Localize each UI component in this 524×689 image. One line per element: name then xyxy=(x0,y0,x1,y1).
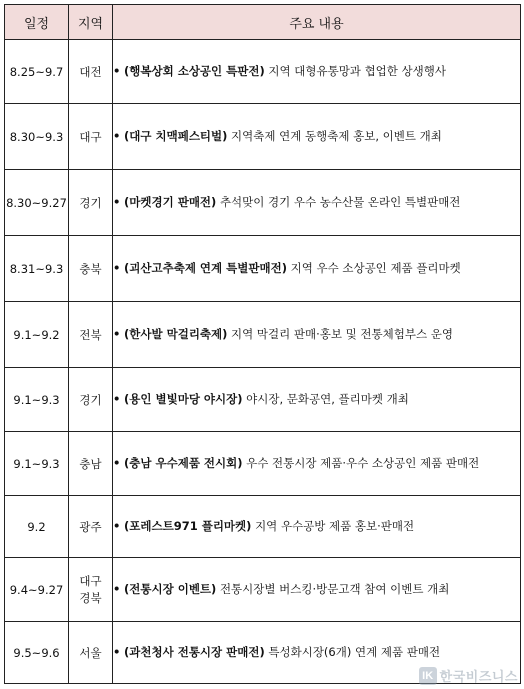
table-row xyxy=(5,170,521,236)
header-content: 주요 내용 xyxy=(113,5,521,40)
date-cell: 9.5~9.6 xyxy=(5,622,69,684)
table-row xyxy=(5,558,521,622)
bullet: • xyxy=(113,645,121,659)
event-description: 지역 우수 소상공인 제품 플리마켓 xyxy=(286,261,461,275)
bullet: • xyxy=(113,64,121,78)
region-cell: 전북 xyxy=(69,302,113,368)
event-schedule-table xyxy=(4,4,521,684)
bullet: • xyxy=(113,195,121,209)
content-cell xyxy=(113,40,521,104)
event-title: (포레스트971 플리마켓) xyxy=(124,519,252,533)
content-cell xyxy=(113,104,521,170)
event-description: 추석맞이 경기 우수 농수산물 온라인 특별판매전 xyxy=(216,195,461,209)
content-cell xyxy=(113,558,521,622)
content-cell xyxy=(113,496,521,558)
table-row xyxy=(5,368,521,432)
event-title: (대구 치맥페스티벌) xyxy=(124,129,228,143)
region-cell: 경기 xyxy=(69,170,113,236)
event-description: 특성화시장(6개) 연계 제품 판매전 xyxy=(264,645,441,659)
event-description: 우수 전통시장 제품·우수 소상공인 제품 판매전 xyxy=(242,456,480,470)
region-cell: 대구 경북 xyxy=(69,558,113,622)
content-cell xyxy=(113,432,521,496)
date-cell: 8.30~9.27 xyxy=(5,170,69,236)
bullet: • xyxy=(113,261,121,275)
date-cell: 9.1~9.3 xyxy=(5,368,69,432)
header-region: 지역 xyxy=(69,5,113,40)
content-cell xyxy=(113,236,521,302)
date-cell: 9.1~9.2 xyxy=(5,302,69,368)
bullet: • xyxy=(113,519,121,533)
event-description: 지역 막걸리 판매·홍보 및 전통체험부스 운영 xyxy=(227,327,453,341)
region-cell: 충남 xyxy=(69,432,113,496)
bullet: • xyxy=(113,327,121,341)
event-title: (괴산고추축제 연계 특별판매전) xyxy=(124,261,287,275)
watermark-logo-icon: IK xyxy=(419,667,437,685)
table-row xyxy=(5,432,521,496)
watermark-text: 한국비즈니스 xyxy=(439,670,518,685)
date-cell: 8.25~9.7 xyxy=(5,40,69,104)
region-cell: 대구 xyxy=(69,104,113,170)
date-cell: 9.2 xyxy=(5,496,69,558)
region-cell: 광주 xyxy=(69,496,113,558)
content-cell xyxy=(113,170,521,236)
region-cell: 대전 xyxy=(69,40,113,104)
table-row xyxy=(5,236,521,302)
event-description: 지역축제 연계 동행축제 홍보, 이벤트 개최 xyxy=(227,129,442,143)
event-title: (과천청사 전통시장 판매전) xyxy=(124,645,265,659)
bullet: • xyxy=(113,392,121,406)
watermark xyxy=(419,666,518,685)
date-cell: 8.31~9.3 xyxy=(5,236,69,302)
table-header-row xyxy=(5,5,521,40)
event-description: 지역 우수공방 제품 홍보·판매전 xyxy=(251,519,415,533)
table-row xyxy=(5,104,521,170)
region-cell: 충북 xyxy=(69,236,113,302)
header-date: 일정 xyxy=(5,5,69,40)
event-description: 전통시장별 버스킹·방문고객 참여 이벤트 개최 xyxy=(216,582,450,596)
event-description: 지역 대형유통망과 협업한 상생행사 xyxy=(264,64,446,78)
table-row xyxy=(5,496,521,558)
date-cell: 9.1~9.3 xyxy=(5,432,69,496)
event-title: (충남 우수제품 전시회) xyxy=(124,456,243,470)
event-title: (마켓경기 판매전) xyxy=(124,195,217,209)
region-cell: 서울 xyxy=(69,622,113,684)
event-title: (용인 별빛마당 야시장) xyxy=(124,392,243,406)
table-row xyxy=(5,302,521,368)
table-row xyxy=(5,40,521,104)
region-cell: 경기 xyxy=(69,368,113,432)
content-cell xyxy=(113,302,521,368)
event-title: (한사발 막걸리축제) xyxy=(124,327,228,341)
bullet: • xyxy=(113,129,121,143)
bullet: • xyxy=(113,582,121,596)
event-title: (전통시장 이벤트) xyxy=(124,582,217,596)
content-cell xyxy=(113,368,521,432)
date-cell: 8.30~9.3 xyxy=(5,104,69,170)
date-cell: 9.4~9.27 xyxy=(5,558,69,622)
bullet: • xyxy=(113,456,121,470)
event-title: (행복상회 소상공인 특판전) xyxy=(124,64,265,78)
event-description: 야시장, 문화공연, 플리마켓 개최 xyxy=(242,392,409,406)
